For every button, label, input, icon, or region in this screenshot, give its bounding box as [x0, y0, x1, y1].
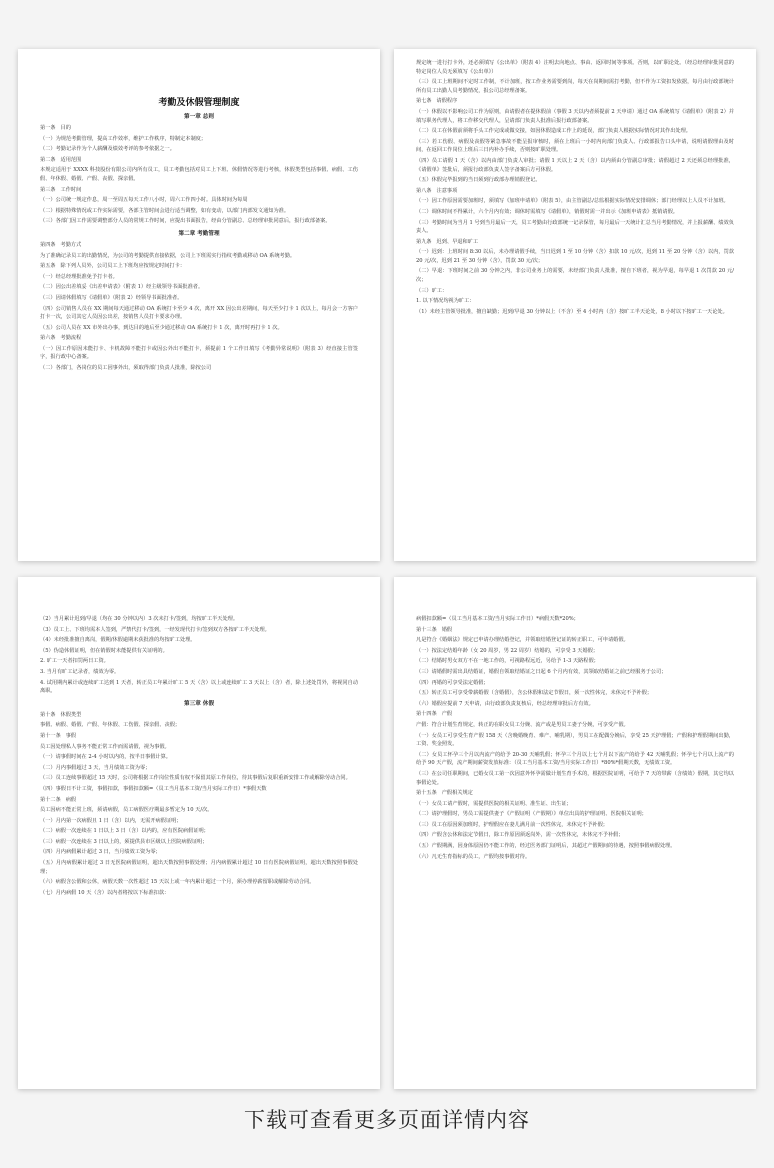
- paragraph: 第十一条 事假: [40, 732, 77, 739]
- paragraph: （三）因请休假填写《请假单》（附表 2）经领导书面批准者。: [40, 294, 183, 301]
- paragraph: （四）产假含公休和法定节假日，除工作原因须返岗外，需一次性休完，未休完不予补假；: [416, 832, 624, 839]
- paragraph: 凡是符合《婚姻法》规定已申请办理结婚登记，并领取结婚登记证的转正职工，可申请婚假。: [416, 637, 629, 644]
- paragraph: （二）病假一次连续在 1 日以上 3 日（含）以内的，应有医院病假证明；: [40, 828, 209, 835]
- paragraph: （5）伪造休假证明，但在销假时未能提供有关证明的。: [40, 647, 168, 654]
- paragraph: （一）为规范考勤管理，提高工作效率，维护工作秩序，特制定本制度；: [40, 135, 207, 142]
- paragraph: （五）月内病假累计超过 3 日无医院病假证明，超出天数按照事假处理；月内病假累计超过 10 日有医院病假证明，超出天数按照事假处理；: [40, 860, 358, 875]
- paragraph: 第四条 考勤方式: [40, 241, 82, 248]
- paragraph: （五）公司人员在 XX 市外出办事，到达目的地后至少通过移动 OA 系统打卡 1 次，离开时再打卡 1 次。: [40, 324, 283, 331]
- paragraph: 第十四条 产假: [416, 711, 453, 718]
- paragraph: （3）员工上、下班均需本人签到，严禁代打卡/签到，一经发现代打卡/签到双方各按旷工半天处理。: [40, 626, 270, 633]
- paragraph: （三）请婚假时需出具结婚证，婚假自领取结婚证之日起 6 个月内有效，其领取结婚证之前已经服务于公司；: [416, 668, 667, 675]
- paragraph: 第七条 请假程序: [416, 98, 458, 105]
- paragraph: （一）因工作原因未能打卡、卡机故障不能打卡或因公外出不能打卡，须提前 1 个工作日填写《考勤异常说明》（附表 3）经直接主管签字，报行政中心备案。: [40, 345, 358, 361]
- paragraph: 1. 以下情况均视为旷工：: [416, 298, 475, 305]
- paragraph: （二）请护理假时，男员工需提供妻子《产假证明（产假期）》单位出具的护理证明、医院相关证明；: [416, 811, 647, 818]
- paragraph: （二）调休时间不得累计，六个月内有效；调休时需填写《请假单》，销假时需一并出示《加班申请表》抵销请假。: [416, 208, 678, 215]
- paragraph: （三）旷工：: [416, 287, 448, 294]
- chapter-heading: 第三章 休假: [184, 700, 214, 707]
- paragraph: （四）再婚的可享受法定婚假；: [416, 679, 489, 686]
- paragraph: 第八条 注意事项: [416, 187, 458, 194]
- paragraph: （二）各部门，各岗位的员工因事外出，须取得部门负责人批准，除按公司: [40, 365, 212, 372]
- paragraph: （三）员工连续事假超过 15 天时，公司将根据工作岗位性质有权不保留其原工作岗位，待其事假后复职重新安排工作或解除劳动合同。: [40, 775, 351, 782]
- paragraph: 病假扣款额=（员工当月基本工资/当月实际工作日）*病假天数*20%；: [416, 616, 579, 622]
- chapter-heading: 第一章 总则: [184, 114, 214, 120]
- page-body: [40, 615, 358, 897]
- document-page-2[interactable]: [394, 49, 756, 561]
- paragraph: （一）请事假时间在 2-4 小时以内的，按半日事假计算。: [40, 754, 171, 761]
- paragraph: （二）根据特殊情况或工作实际需要，各部主管时间会进行适当调整，如有变动，以部门内部发文通知为准。: [40, 207, 290, 214]
- paragraph: 事假、病假、婚假、产假、年休假、工伤假、探亲假、丧假；: [40, 722, 181, 729]
- paragraph: 第十五条 产假相关规定: [416, 790, 473, 797]
- paragraph: 4. 试用期内累计或连续旷工达到 1 天者，转正员工年累计旷工 5 天（含）以上或连续旷工 3 天以上（含）者，除上述处罚外，将视同自动离职。: [40, 679, 358, 695]
- download-caption[interactable]: 下载可查看更多页面详情内容: [244, 1108, 530, 1132]
- paragraph: （二）因公出差填妥《出差申请表》（附表 1）经主级领导书面批准者。: [40, 284, 204, 291]
- document-page-4[interactable]: [394, 577, 756, 1089]
- paragraph: 员工因病不能正常上班，须请病假，员工病假医疗期最多暂定为 10 天/次。: [40, 807, 213, 814]
- paragraph: （六）病假含公假和公休，病假天数一次性超过 15 天以上或一年内累计超过一个月，须办理停薪留职或解除劳动合同。: [40, 879, 315, 886]
- document-page-3[interactable]: [18, 577, 380, 1089]
- paragraph: （三）在公司任职期间，已婚女员工第一次因意外怀孕需做计划生育手术的，根据医院证明，可给予 7 天的带薪（含绩效）假期，其它均以事假论处。: [416, 770, 734, 786]
- paragraph: （一）经总经理批准免予打卡者。: [40, 273, 118, 280]
- paragraph: （四）公司销售人员在 XX 期间每天通过移动 OA 系统打卡至少 4 次，离开 XX 因公出差期间，每天至少打卡 1 次以上，每月会一方客户打卡一次，公司其它人员因公出差，按销售人员打卡要求办理。: [40, 305, 358, 321]
- paragraph: （二）早退：下班时间之前 30 分钟之内，非公司业务上的需要，未经部门负责人批准，擅自下班者，视为早退，每早退 1 次罚款 20 元/次；: [416, 268, 734, 284]
- paragraph: （2）当月累计迟到/早退（均在 30 分钟以内）3 次未打卡/签到，均按旷工半天处理。: [40, 616, 239, 622]
- paragraph: （三）考勤时间为当月 1 号到当月最后一天，员工考勤由行政部统一记录保管，每月最后一天统计汇总当月考勤情况，并上报薪酬、绩效负责人。: [416, 219, 734, 235]
- paragraph: （一）女员工可享受生育产假 158 天（含晚婚晚育、难产、哺乳期），男员工在配偶分娩后，享受 25 天护理假；产假和护理假期间出勤，工资、奖金照发。: [416, 732, 734, 748]
- document-page-1[interactable]: [18, 49, 380, 561]
- paragraph: （二）考勤记录作为个人薪酬及绩效考评的参考依据之一。: [40, 146, 175, 153]
- page-body: [416, 59, 734, 316]
- paragraph: （二）员工在休假前须将手头工作完成或做交接，如因休假造成工作上的延误，部门负责人根据实际情况对其作出处理。: [416, 128, 691, 135]
- paragraph: 第九条 迟到、早退和旷工: [416, 238, 479, 245]
- paragraph: （一）休假以不影响公司工作为原则，由请假者在提休假前（事假 3 天以内者须提前 2 天申请）通过 OA 系统填写《请假单》（附表 2）并填写职务代理人，将工作移交代理人，呈请部门负责人批准后报行政部备案。: [416, 108, 734, 124]
- paragraph: 本规定适用于 XXXX 科技股份有限公司内所有员工，员工考勤包括对员工上下班、休假情况等进行考核，休假类型包括事假、病假、工伤假、年休假、婚假、产假、丧假、探亲假。: [40, 167, 358, 182]
- paragraph: （七）月内病假 10 天（含）以内者将按以下标准扣款：: [40, 889, 170, 896]
- paragraph: （1）未经主管领导批准，擅自缺勤；迟到/早退 30 分钟以上（不含）至 4 小时内（含）按旷工半天论处，8 小时以下按旷工一天论处。: [416, 308, 728, 315]
- paragraph: 第三条 工作时间: [40, 186, 82, 193]
- paragraph: （三）员工在原因须加班时，护理假应在妻儿满月前一次性休完，未休完不予补假；: [416, 821, 608, 828]
- paragraph: 第十三条 婚假: [416, 626, 453, 633]
- paragraph: （一）因工作原因需要加班时，须填写《加班申请单》（附表 5），由主管副总/总监根据实际情况安排调休；部门经理以上人员不计加班。: [416, 198, 729, 205]
- paragraph: （四）员工请假 1 天（含）以内由部门负责人审批；请假 1 天以上 2 天（含）以内须由分管副总审批；请假超过 2 天还须总经理批准，《请假单》签批后，须报行政部负责人签字备案后方可休假。: [416, 157, 734, 173]
- chapter-heading: 第二章 考勤管理: [178, 230, 220, 237]
- paragraph: （五）休假完毕报到的当日须到行政部办理销假登记。: [416, 177, 541, 184]
- page-body: [40, 112, 358, 373]
- paragraph: （四）事假日不计工资，事假扣款，事假扣款额=（员工当月基本工资/当月实际工作日）*事假天数: [40, 785, 267, 792]
- paragraph: （六）凡无生育指标的员工，产假均按事假对待。: [416, 853, 531, 860]
- paragraph: 第十条 休假类型: [40, 711, 82, 718]
- paragraph: （二）结婚时男女双方不在一地工作的，可视路程远近，另给予 1-3 天路程假；: [416, 658, 599, 665]
- paragraph: （一）女员工请产假时，需提供医院的相关证明、准生证、出生证；: [416, 800, 572, 807]
- paragraph: （五）转正员工可享受带薪婚假（含婚假），含公休假和法定节假日，须一次性休完，未休完不予补假；: [416, 690, 653, 697]
- paragraph: 产假：符合计划生育规定，转正的在职女员工分娩、流产或是男员工妻子分娩，可享受产假。: [416, 721, 629, 728]
- paragraph: （六）婚假应提前 7 天申请，由行政部负责复核后，经总经理审批后方有效。: [416, 700, 594, 707]
- paragraph: （三）病假一次连续在 3 日以上的，须提供县市区级以上医院病假证明；: [40, 838, 208, 845]
- paragraph: （四）月内病假累计超过 3 日，当月绩效工资为零；: [40, 849, 161, 856]
- paragraph: 规定统一进行打卡外，还必须填写《公出单》（附表 4）注明去向地点、事由、返回时间等事项。否则，以旷职论处。（经总经理审批同意的特定岗位人员无须填写《公出单》）: [416, 60, 734, 75]
- paragraph: （一）公司统一规定作息，周一至周五每天工作八小时，周六工作四小时。具体时间为每周: [40, 197, 248, 204]
- page-body: [416, 615, 734, 861]
- paragraph: 3. 当月有旷工记录者，绩效为零。: [40, 668, 120, 675]
- paragraph: （4）未经批准擅自离岗，假期/休假逾期未获批准的均按旷工处理。: [40, 637, 196, 644]
- paragraph: （一）月内第一次病假且 1 日（含）以内，无需开病假证明；: [40, 817, 182, 824]
- paragraph: 第一条 目的: [40, 125, 71, 131]
- paragraph: 2. 旷工一天者扣罚两日工资。: [40, 658, 109, 665]
- paragraph: 员工因处理私人事务不能正常工作而需请假，视为事假。: [40, 743, 170, 750]
- paragraph: 第二条 适用范围: [40, 156, 82, 163]
- paragraph: 第十二条 病假: [40, 796, 77, 803]
- paragraph: 为了准确记录员工的出勤情况，为公司的考勤提供直接依据，公司上下班需实行指纹考勤或移动 OA 系统考勤。: [40, 252, 296, 259]
- document-title: 考勤及休假管理制度: [158, 98, 240, 108]
- paragraph: 第六条 考勤流程: [40, 335, 82, 342]
- paragraph: （三）各部门因工作需要调整部分人员的常规工作时间，应提出书面报告，经由分管副总、总经理审批同意后，报行政部备案。: [40, 218, 331, 225]
- paragraph: （三）若工伤假、病假及丧假等紧急事故不能呈报审核时，须在上班后一小时内向部门负责人、行政部报告口头申请，说明请假理由及时间，在返回工作岗位上班后三日内补办手续，否则按旷职处理。: [416, 138, 734, 154]
- paragraph: （一）按法定结婚年龄（女 20 周岁，男 22 周岁）结婚的，可享受 3 天婚假；: [416, 647, 599, 654]
- paragraph: （三）员工上班期间不定时工作制，不计加班，按工作业务需要到岗，每天在岗期间需打考勤，但不作为工资扣发依据，每月由行政部统计所有员工出勤人员考勤情况，报公司总经理备案。: [416, 79, 734, 94]
- paragraph: （五）产假期满，因身体原因仍不能工作的，经过医务部门证明后，其超过产假期间的待遇，按照事假病假处理。: [416, 843, 676, 850]
- paragraph: （二）女员工怀孕三个月以内流产的给予 20-30 天哺乳假；怀孕三个月以上七个月以下流产的给予 42 天哺乳假；怀孕七个月以上流产的给予 90 天产假，流产期间薪资发放标准：（员工当月基本工资/当月实际工作日）*80%*假期天数，无绩效工资。: [416, 751, 734, 767]
- paragraph: （二）月内事假超过 3 天，当月绩效工资为零；: [40, 764, 151, 771]
- paragraph: （一）迟到：上班时间 8:30 以后，未办理请假手续，当日迟到 1 至 10 分钟（含）扣款 10 元/次，迟到 11 至 20 分钟（含）以内，罚款 20 元/次，迟到 21 至 30 分钟（含），罚款 30 元/次；: [416, 249, 736, 264]
- paragraph: 第五条 除下列人员外，公司员工上下班均应按规定时间打卡：: [40, 263, 186, 270]
